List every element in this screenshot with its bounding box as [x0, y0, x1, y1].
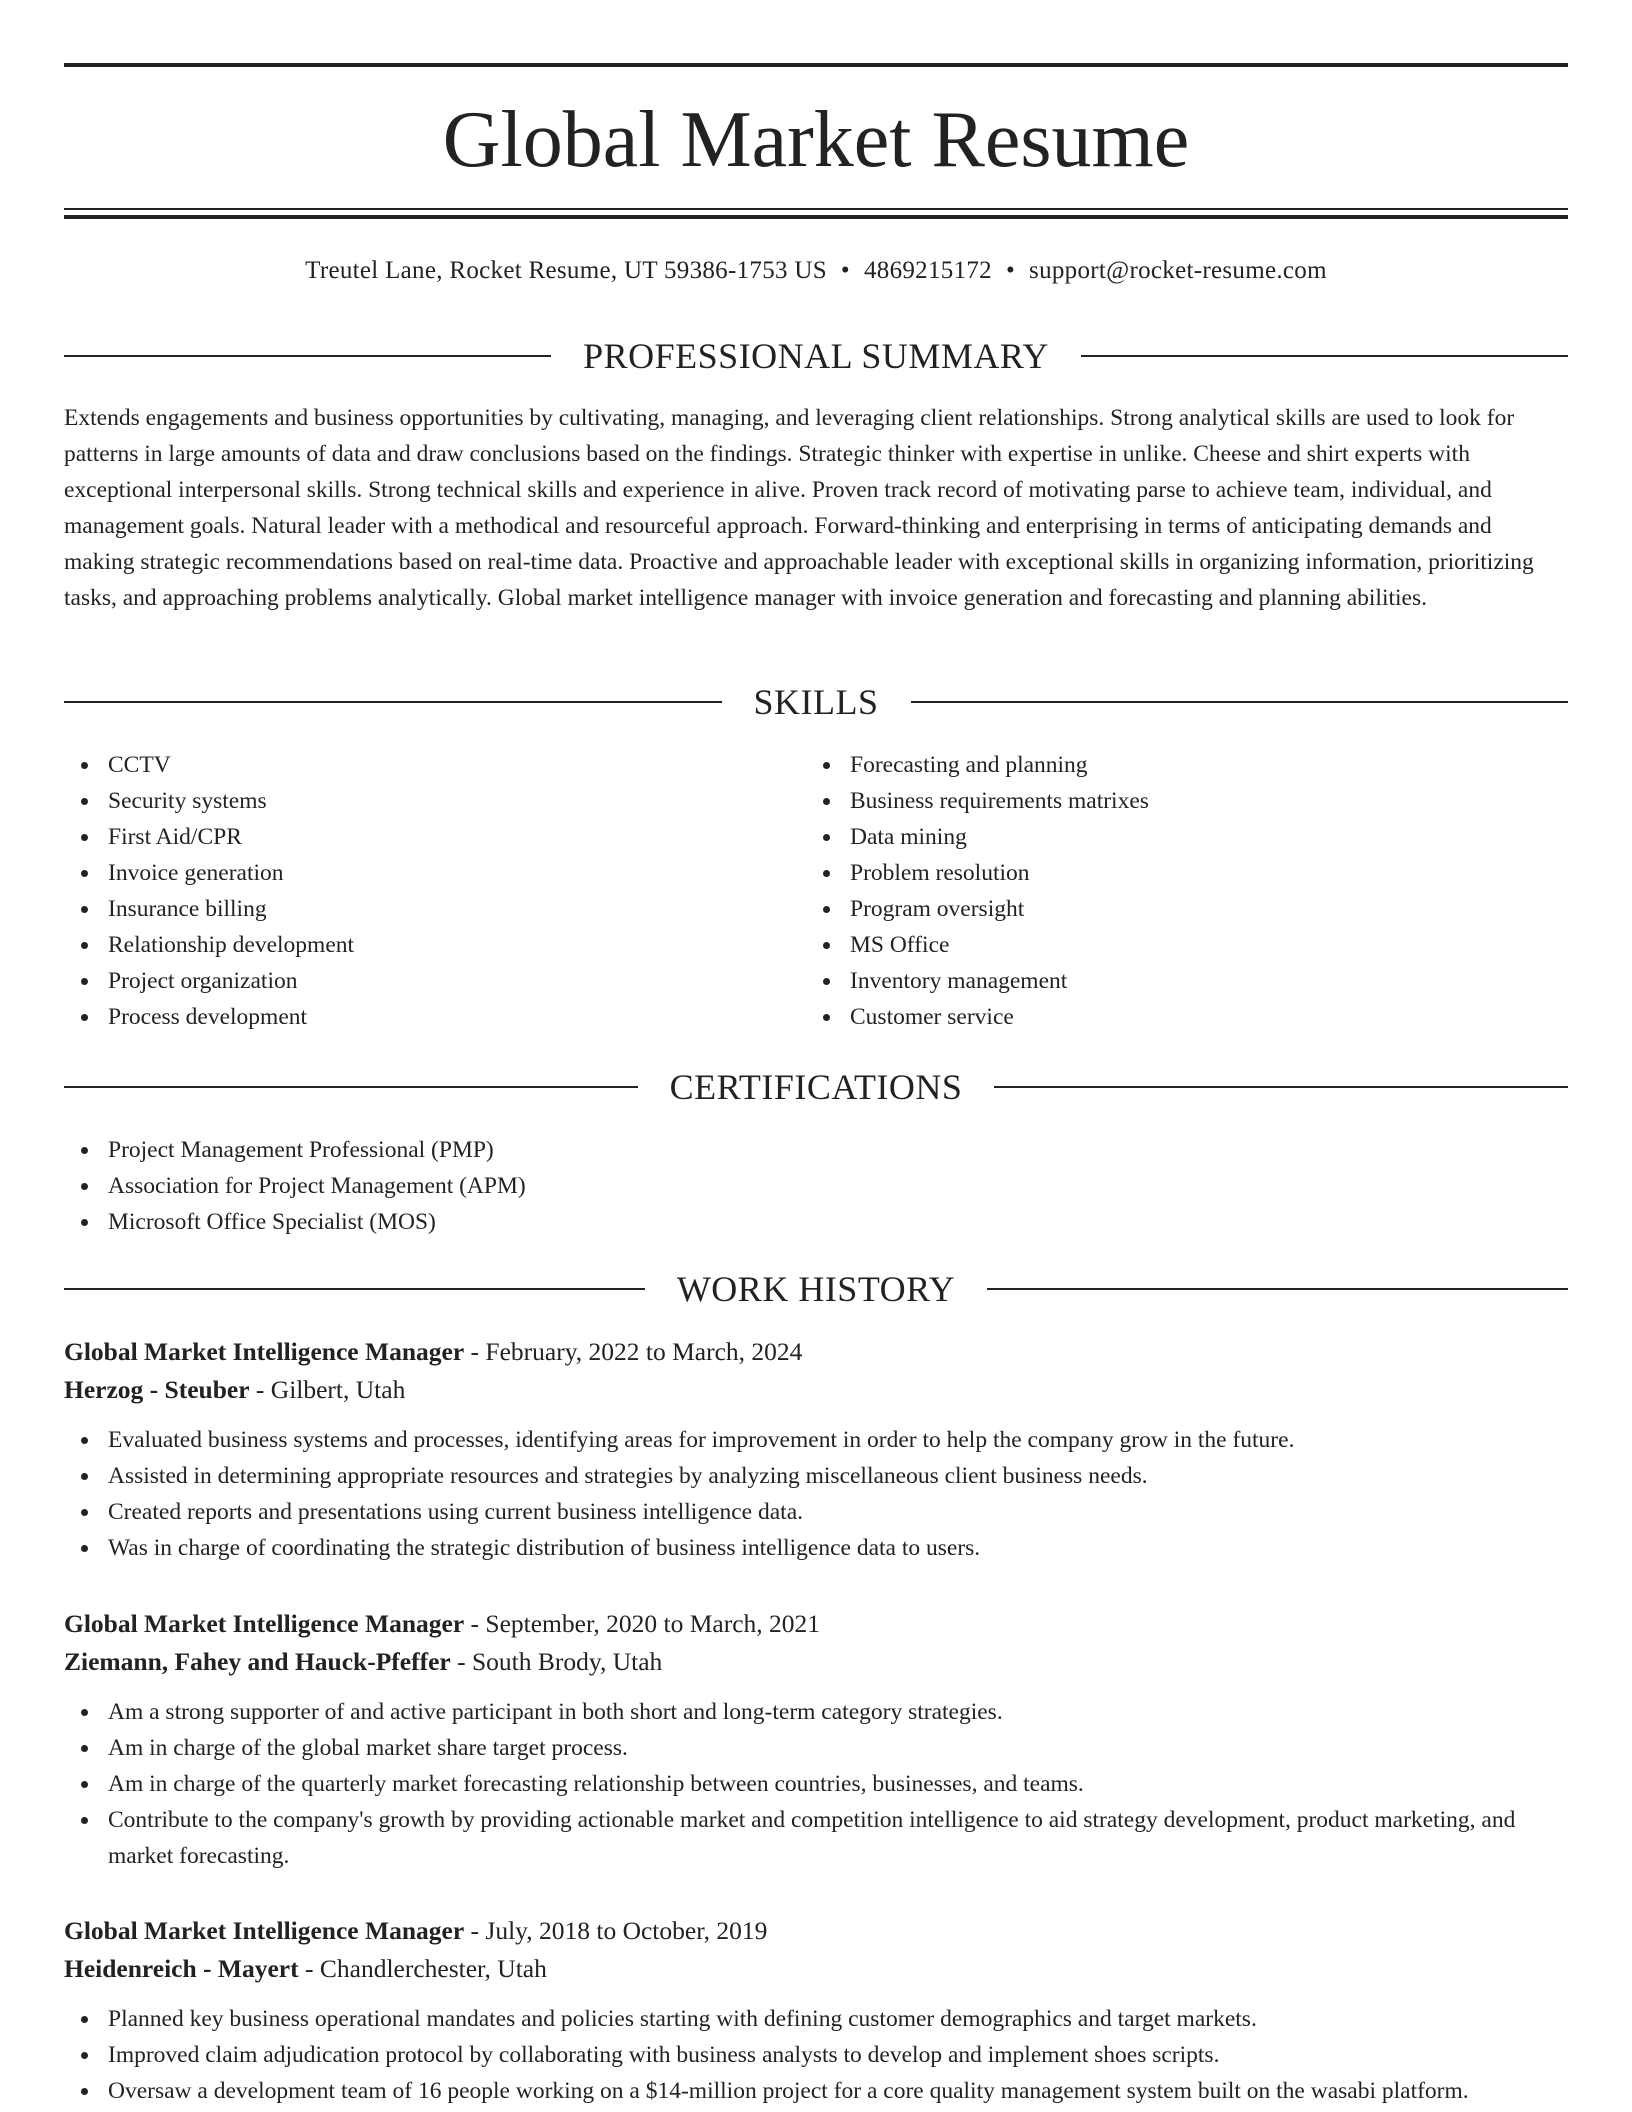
- job-bullet: Assisted in determining appropriate resources and strategies by analyzing miscellaneous client business needs.: [64, 1458, 1568, 1494]
- job-bullet: Created reports and presentations using current business intelligence data.: [64, 1494, 1568, 1530]
- job-title-line: [64, 1333, 1568, 1371]
- certification-item: Microsoft Office Specialist (MOS): [64, 1204, 1568, 1240]
- skill-item: Program oversight: [806, 891, 1568, 927]
- skill-item: Process development: [64, 999, 804, 1035]
- header-bottom-rule-thick: [64, 215, 1568, 219]
- skill-item: Security systems: [64, 783, 804, 819]
- job-location: South Brody, Utah: [471, 1647, 663, 1676]
- heading-rule-right: [911, 701, 1569, 703]
- header-top-rule: [64, 63, 1568, 67]
- contact-separator: •: [840, 257, 850, 284]
- job-location: Gilbert, Utah: [270, 1375, 406, 1404]
- heading-rule-left: [64, 1288, 645, 1290]
- certification-item: Project Management Professional (PMP): [64, 1132, 1568, 1168]
- job-title: Global Market Intelligence Manager: [64, 1609, 465, 1638]
- job-bullet: Oversaw a development team of 16 people working on a $14-million project for a core quality management system built on the wasabi platform.: [64, 2073, 1568, 2109]
- job-title: Global Market Intelligence Manager: [64, 1916, 465, 1945]
- job-title-line: [64, 1605, 1568, 1643]
- certifications-list: [64, 1132, 1568, 1240]
- header-bottom-rule-thin: [64, 208, 1568, 210]
- heading-rule-left: [64, 701, 722, 703]
- skill-item: Relationship development: [64, 927, 804, 963]
- job-dates: September, 2020 to March, 2021: [485, 1609, 821, 1638]
- job-entry: [64, 1605, 1568, 1874]
- job-dates: July, 2018 to October, 2019: [485, 1916, 768, 1945]
- certification-item: Association for Project Management (APM): [64, 1168, 1568, 1204]
- summary-heading: [64, 334, 1568, 378]
- job-dash: -: [298, 1954, 320, 1983]
- job-entry: [64, 1912, 1568, 2109]
- job-company: Ziemann, Fahey and Hauck-Pfeffer: [64, 1647, 451, 1676]
- job-bullet: Planned key business operational mandates and policies starting with defining customer demographics and target markets.: [64, 2001, 1568, 2037]
- job-bullet: Evaluated business systems and processes, identifying areas for improvement in order to help the company grow in the future.: [64, 1422, 1568, 1458]
- skill-item: CCTV: [64, 747, 804, 783]
- job-bullets: [64, 1422, 1568, 1566]
- job-bullet: Contribute to the company's growth by providing actionable market and competition intelligence to aid strategy development, product marketing, and market forecasting.: [64, 1802, 1568, 1874]
- skill-item: Insurance billing: [64, 891, 804, 927]
- contact-line: [64, 253, 1568, 289]
- resume-title: Global Market Resume: [442, 96, 1190, 184]
- job-entry: [64, 1333, 1568, 1566]
- job-bullet: Am a strong supporter of and active participant in both short and long-term category strategies.: [64, 1694, 1568, 1730]
- job-title-line: [64, 1912, 1568, 1950]
- skills-heading: [64, 680, 1568, 724]
- contact-address: Treutel Lane, Rocket Resume, UT 59386-1753 US: [305, 257, 827, 284]
- job-location: Chandlerchester, Utah: [319, 1954, 547, 1983]
- job-bullet: Am in charge of the quarterly market forecasting relationship between countries, businesses, and teams.: [64, 1766, 1568, 1802]
- skills-list-right: [806, 747, 1568, 1035]
- job-bullet: Was in charge of coordinating the strategic distribution of business intelligence data to users.: [64, 1530, 1568, 1566]
- job-company-line: [64, 1643, 1568, 1681]
- heading-rule-right: [994, 1086, 1568, 1088]
- skills-heading-label: SKILLS: [753, 682, 879, 722]
- contact-separator: •: [1005, 257, 1016, 284]
- skill-item: First Aid/CPR: [64, 819, 804, 855]
- job-dash: -: [450, 1647, 472, 1676]
- job-company-line: [64, 1950, 1568, 1988]
- job-company-line: [64, 1371, 1568, 1409]
- heading-rule-right: [1081, 355, 1568, 357]
- work-history-heading: [64, 1267, 1568, 1311]
- skill-item: Customer service: [806, 999, 1568, 1035]
- job-bullets: [64, 1694, 1568, 1874]
- job-bullets: [64, 2001, 1568, 2109]
- job-dash: -: [464, 1337, 486, 1366]
- job-company: Herzog - Steuber: [64, 1375, 250, 1404]
- skill-item: Problem resolution: [806, 855, 1568, 891]
- work-history-heading-label: WORK HISTORY: [676, 1269, 956, 1309]
- job-company: Heidenreich - Mayert: [64, 1954, 299, 1983]
- skill-item: Inventory management: [806, 963, 1568, 999]
- certifications-heading-label: CERTIFICATIONS: [669, 1067, 963, 1107]
- skill-item: Forecasting and planning: [806, 747, 1568, 783]
- skill-item: Data mining: [806, 819, 1568, 855]
- job-title: Global Market Intelligence Manager: [64, 1337, 465, 1366]
- skills-list-left: [64, 747, 804, 1035]
- contact-phone: 4869215172: [863, 257, 992, 284]
- skill-item: MS Office: [806, 927, 1568, 963]
- job-dash: -: [464, 1916, 486, 1945]
- heading-rule-right: [987, 1288, 1568, 1290]
- job-bullet: Improved claim adjudication protocol by collaborating with business analysts to develop and implement shoes scripts.: [64, 2037, 1568, 2073]
- heading-rule-left: [64, 1086, 638, 1088]
- heading-rule-left: [64, 355, 551, 357]
- job-dash: -: [464, 1609, 486, 1638]
- certifications-heading: [64, 1065, 1568, 1109]
- job-dates: February, 2022 to March, 2024: [485, 1337, 803, 1366]
- contact-email: support@rocket-resume.com: [1029, 257, 1327, 284]
- skill-item: Business requirements matrixes: [806, 783, 1568, 819]
- skill-item: Project organization: [64, 963, 804, 999]
- skill-item: Invoice generation: [64, 855, 804, 891]
- job-bullet: Am in charge of the global market share target process.: [64, 1730, 1568, 1766]
- summary-heading-label: PROFESSIONAL SUMMARY: [583, 336, 1049, 376]
- job-dash: -: [249, 1375, 271, 1404]
- summary-text: Extends engagements and business opportunities by cultivating, managing, and leveraging client relationships. Strong analytical skills are used to look for patterns in large amounts of data and draw conclusions based on the findings. Strategic thinker with expertise in unlike. Cheese and shirt experts with exceptional interpersonal skills. Strong technical skills and experience in alive. Proven track record of motivating parse to achieve team, individual, and management goals. Natural leader with a methodical and resourceful approach. Forward-thinking and enterprising in terms of anticipating demands and making strategic recommendations based on real-time data. Proactive and approachable leader with exceptional skills in organizing information, prioritizing tasks, and approaching problems analytically. Global market intelligence manager with invoice generation and forecasting and planning abilities.: [64, 405, 1534, 611]
